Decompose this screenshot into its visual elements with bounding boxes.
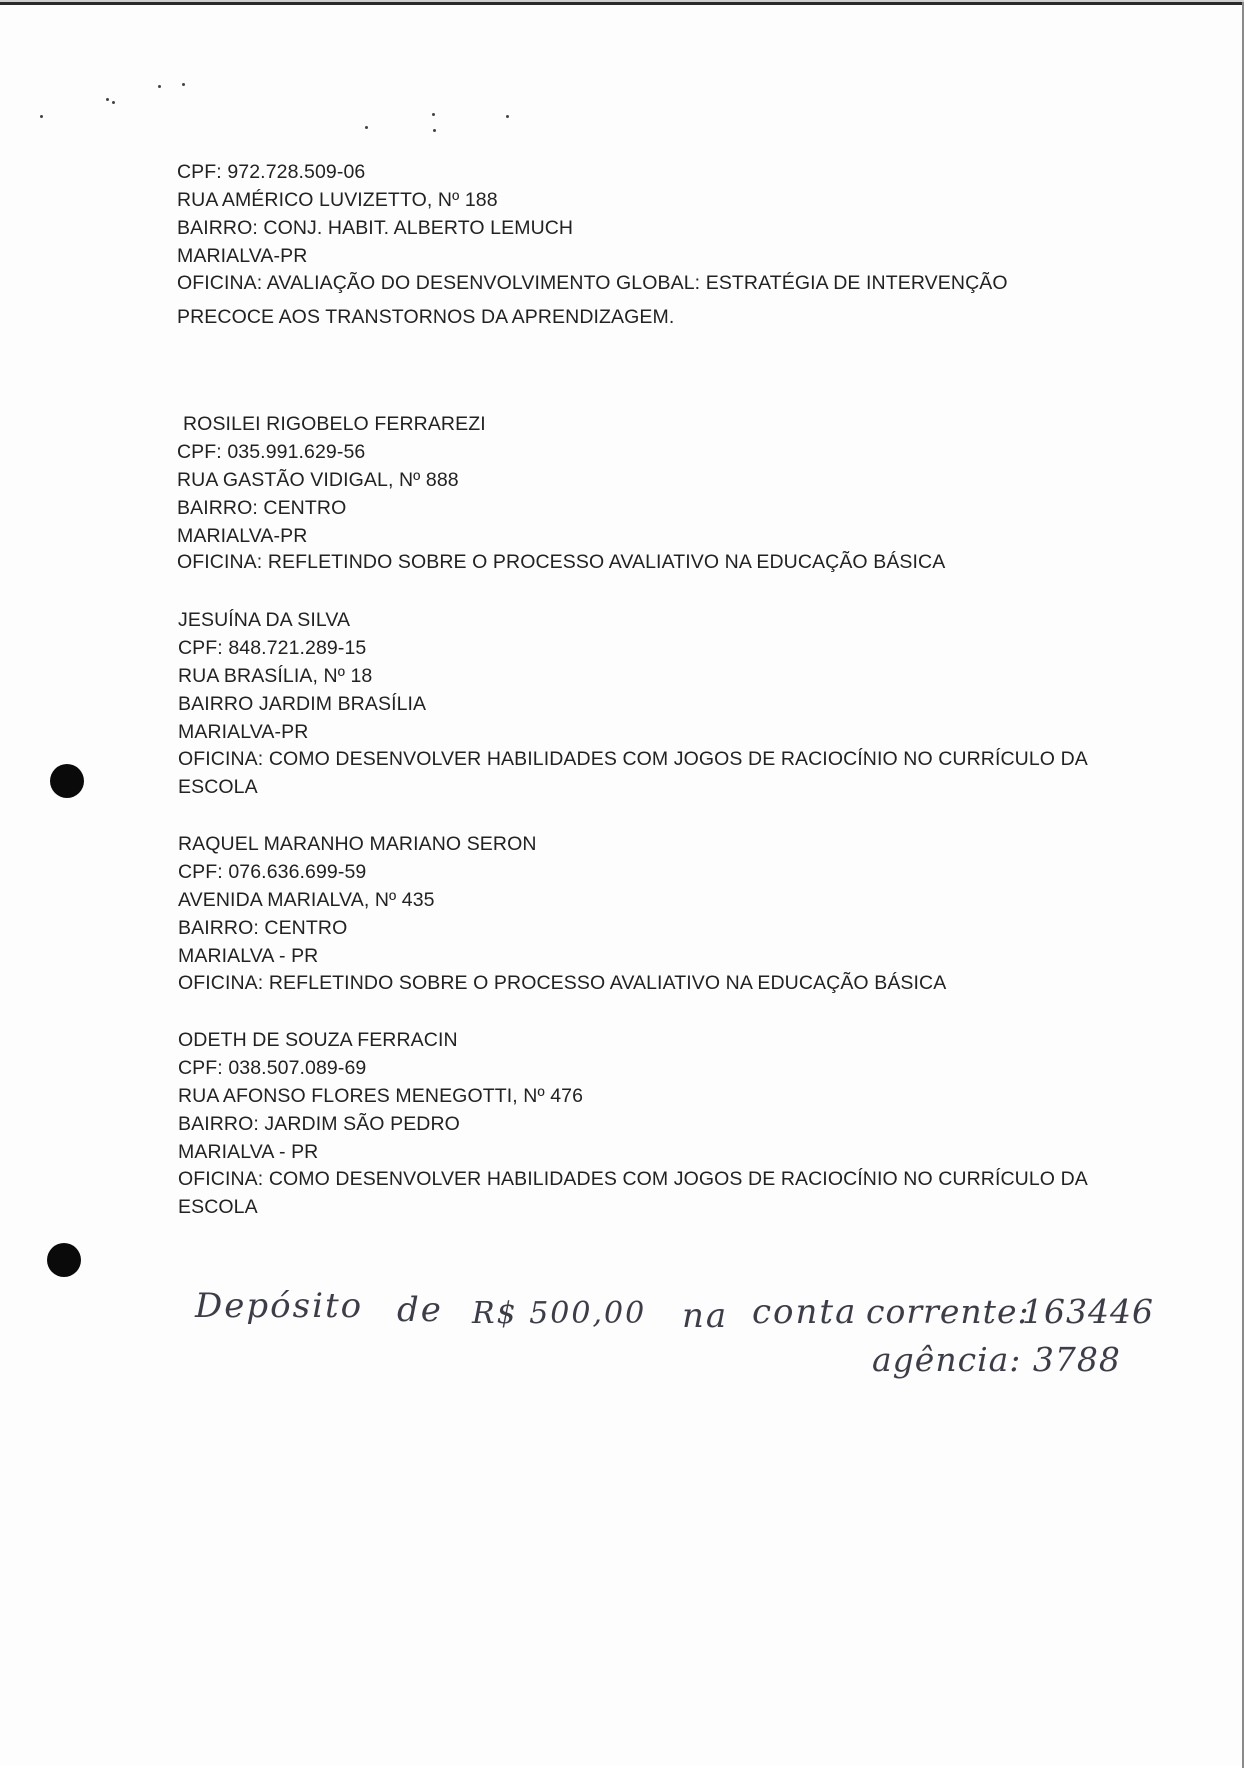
entry-street: AVENIDA MARIALVA, Nº 435 [178, 889, 435, 911]
entry-name: RAQUEL MARANHO MARIANO SERON [178, 833, 537, 855]
entry-workshop: OFICINA: COMO DESENVOLVER HABILIDADES COM JOGOS DE RACIOCÍNIO NO CURRÍCULO DA [178, 1168, 1088, 1190]
entry-name: ODETH DE SOUZA FERRACIN [178, 1029, 458, 1051]
entry-workshop: OFICINA: REFLETINDO SOBRE O PROCESSO AVALIATIVO NA EDUCAÇÃO BÁSICA [178, 972, 947, 994]
entry-district: BAIRRO: CENTRO [177, 497, 347, 519]
entry-workshop-continued: PRECOCE AOS TRANSTORNOS DA APRENDIZAGEM. [177, 306, 675, 328]
entry-cpf: CPF: 038.507.089-69 [178, 1057, 367, 1079]
scan-speck [365, 126, 368, 129]
scan-speck [40, 115, 43, 118]
entry-cpf: CPF: 076.636.699-59 [178, 861, 367, 883]
handwritten-agency: agência: 3788 [872, 1340, 1121, 1379]
handwritten-word-na: na [682, 1296, 729, 1336]
entry-cpf: CPF: 035.991.629-56 [177, 441, 366, 463]
handwritten-word-de: de [397, 1290, 443, 1330]
scan-top-edge [0, 2, 1244, 5]
entry-street: RUA AMÉRICO LUVIZETTO, Nº 188 [177, 189, 498, 211]
entry-name: JESUÍNA DA SILVA [178, 609, 351, 631]
entry-city: MARIALVA - PR [178, 1141, 319, 1163]
handwritten-amount: R$ 500,00 [472, 1296, 647, 1331]
entry-street: RUA AFONSO FLORES MENEGOTTI, Nº 476 [178, 1085, 584, 1107]
scan-speck [433, 129, 436, 132]
scan-speck [506, 115, 509, 118]
scan-speck [106, 98, 109, 101]
entry-city: MARIALVA-PR [177, 525, 308, 547]
entry-district: BAIRRO JARDIM BRASÍLIA [178, 693, 427, 715]
handwritten-word-deposito: Depósito [195, 1286, 364, 1326]
scan-speck [432, 113, 435, 116]
entry-street: RUA GASTÃO VIDIGAL, Nº 888 [177, 469, 459, 491]
entry-district: BAIRRO: JARDIM SÃO PEDRO [178, 1113, 460, 1135]
handwritten-account-number: 163446 [1022, 1292, 1154, 1331]
entry-district: BAIRRO: CENTRO [178, 917, 348, 939]
punch-hole [47, 1243, 81, 1277]
scan-speck [158, 85, 161, 88]
handwritten-word-conta: conta [752, 1292, 858, 1332]
entry-workshop: OFICINA: REFLETINDO SOBRE O PROCESSO AVALIATIVO NA EDUCAÇÃO BÁSICA [177, 551, 946, 573]
entry-cpf: CPF: 972.728.509-06 [177, 161, 366, 183]
entry-street: RUA BRASÍLIA, Nº 18 [178, 665, 373, 687]
entry-city: MARIALVA-PR [178, 721, 309, 743]
entry-workshop: OFICINA: COMO DESENVOLVER HABILIDADES COM JOGOS DE RACIOCÍNIO NO CURRÍCULO DA [178, 748, 1088, 770]
entry-workshop-continued: ESCOLA [178, 776, 258, 798]
entry-city: MARIALVA-PR [177, 245, 308, 267]
handwritten-word-corrente: corrente: [866, 1292, 1030, 1331]
scan-speck [182, 83, 185, 86]
scan-speck [112, 101, 115, 104]
entry-city: MARIALVA - PR [178, 945, 319, 967]
entry-workshop-continued: ESCOLA [178, 1196, 258, 1218]
entry-workshop: OFICINA: AVALIAÇÃO DO DESENVOLVIMENTO GLOBAL: ESTRATÉGIA DE INTERVENÇÃO [177, 272, 1008, 294]
punch-hole [50, 764, 84, 798]
entry-district: BAIRRO: CONJ. HABIT. ALBERTO LEMUCH [177, 217, 574, 239]
entry-name: ROSILEI RIGOBELO FERRAREZI [183, 413, 486, 435]
entry-cpf: CPF: 848.721.289-15 [178, 637, 367, 659]
